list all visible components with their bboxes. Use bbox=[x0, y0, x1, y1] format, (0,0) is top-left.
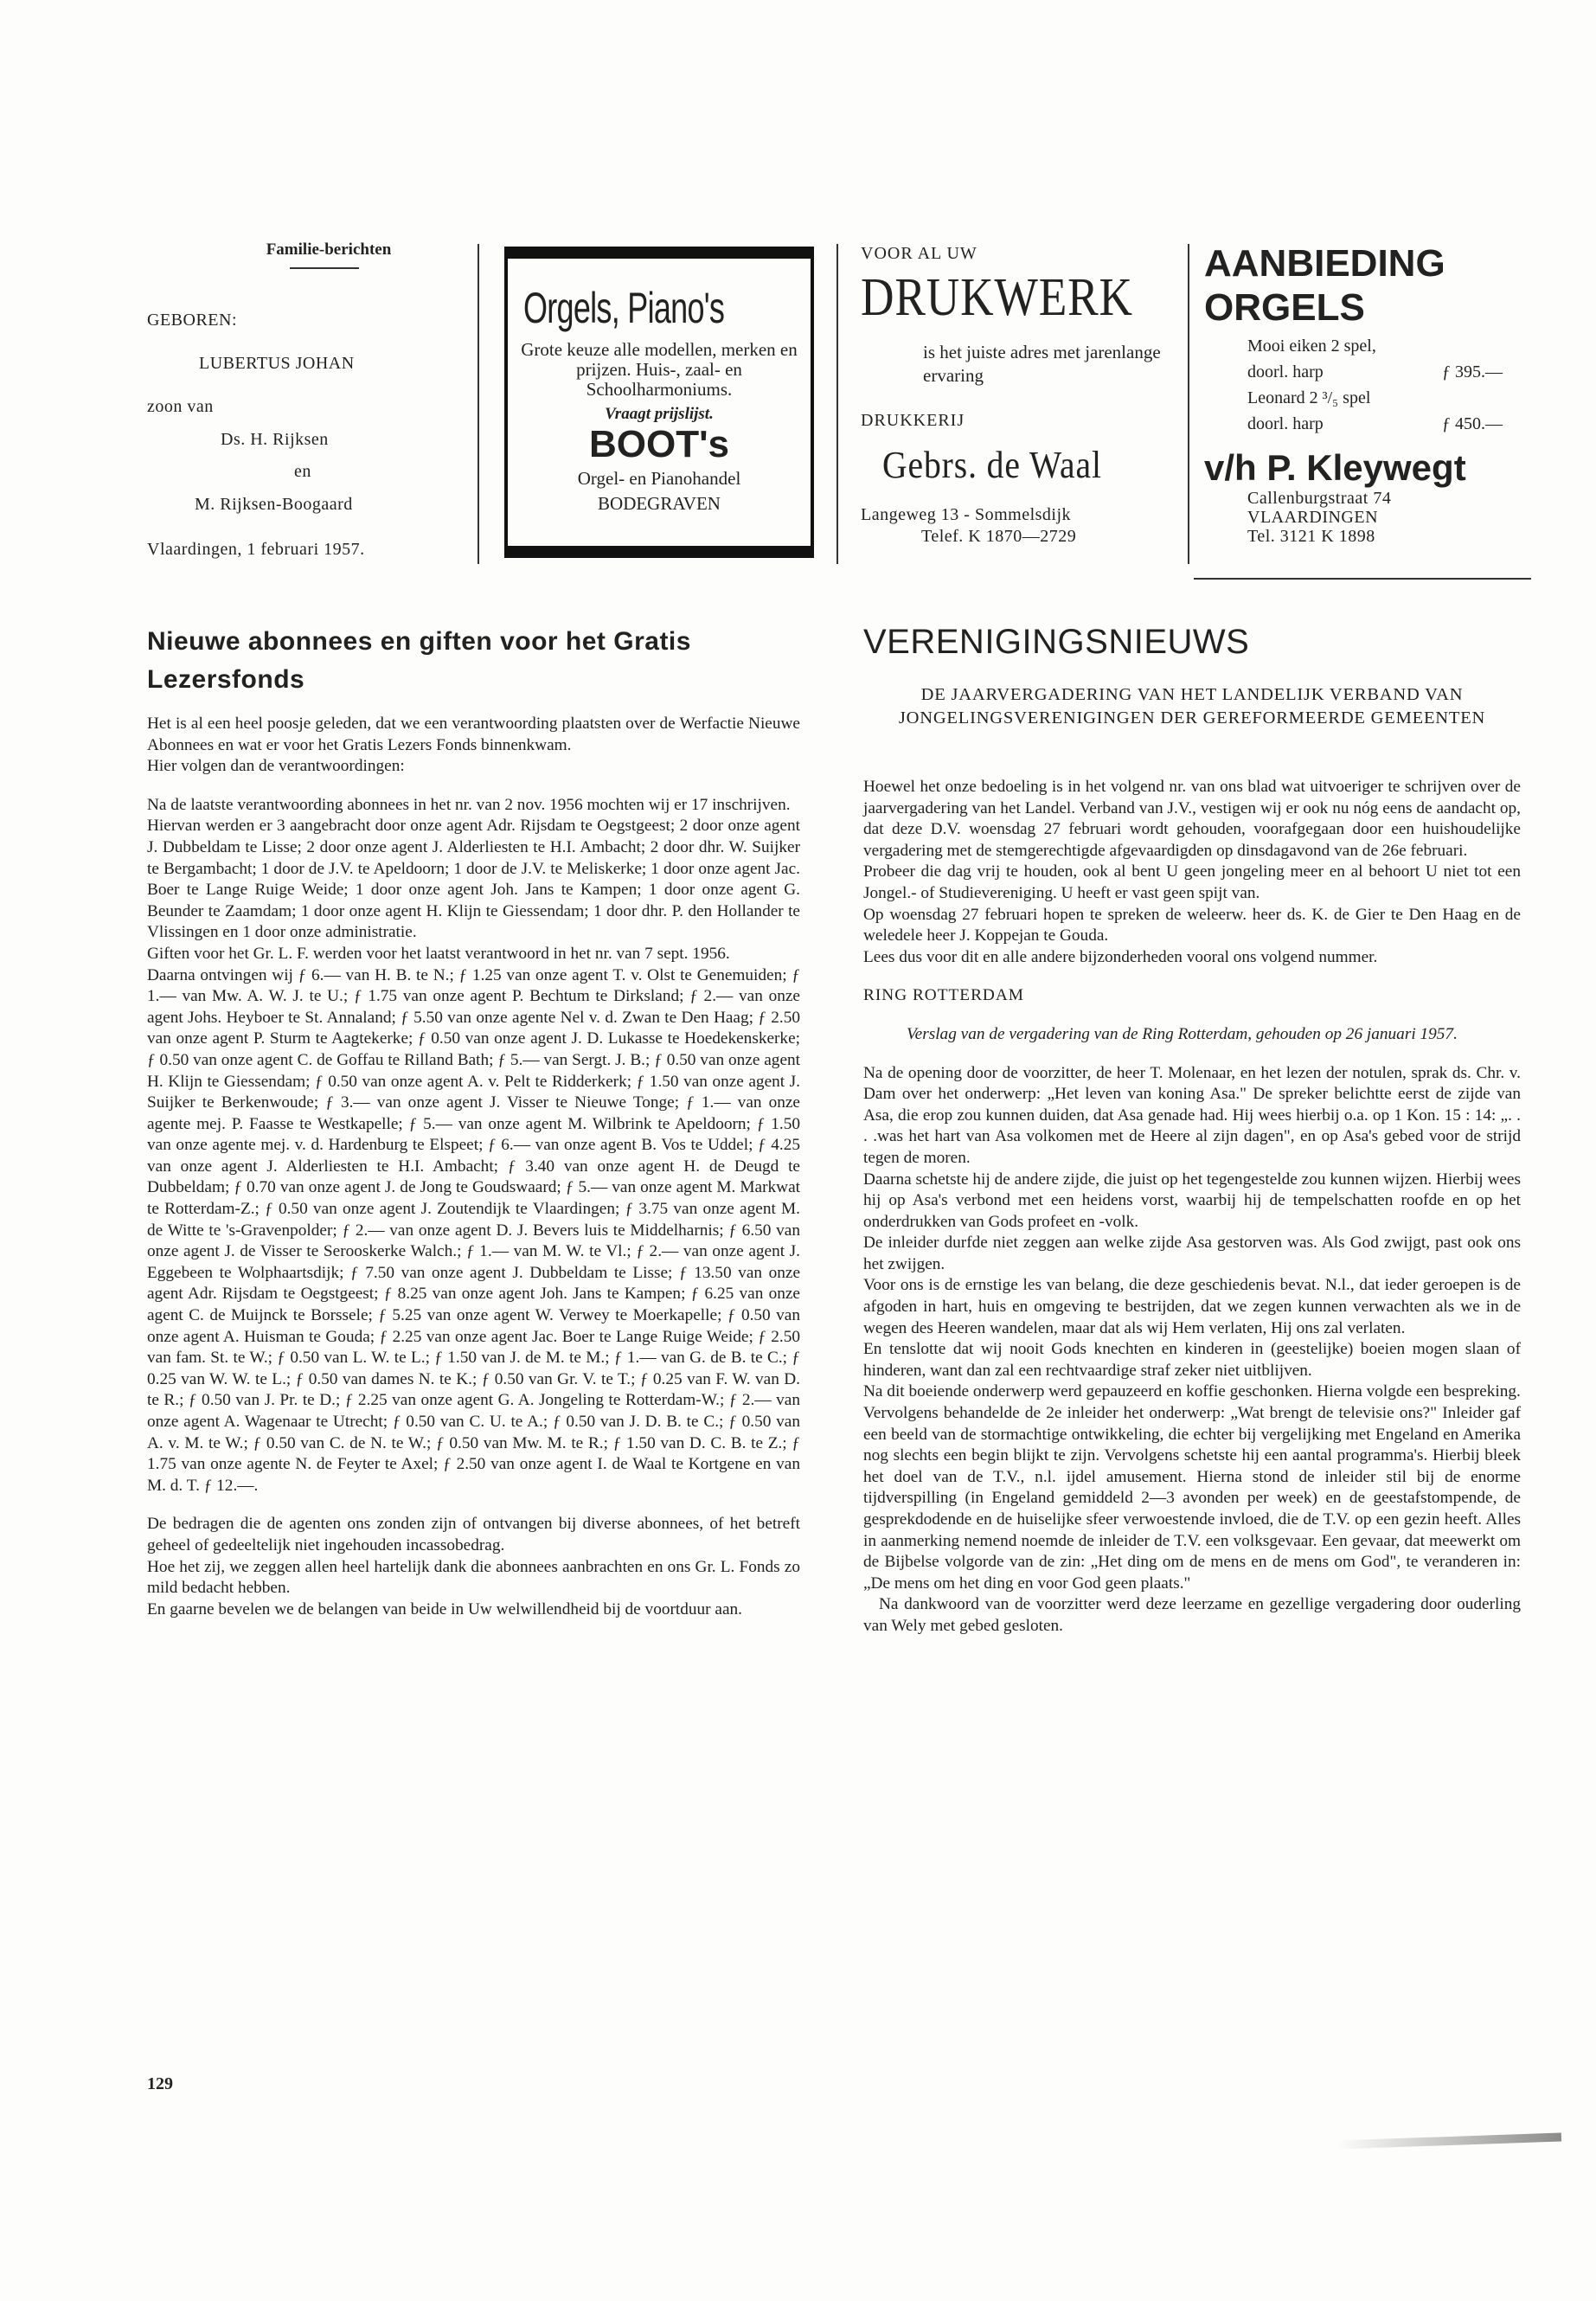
aanbieding-line2: ORGELS bbox=[1204, 285, 1365, 329]
aanbieding-price2: ƒ 450.— bbox=[1442, 414, 1503, 434]
orgels-pianos-ad bbox=[504, 247, 814, 558]
header-bottom-rule bbox=[1194, 578, 1531, 580]
familie-geboren: GEBOREN: bbox=[147, 311, 237, 330]
drukwerk-telef: Telef. K 1870—2729 bbox=[921, 526, 1077, 546]
drukwerk-address: Langeweg 13 - Sommelsdijk bbox=[861, 504, 1072, 524]
verslag-caption: Verslag van de vergadering van de Ring Rotterdam, gehouden op 26 januari 1957. bbox=[907, 1024, 1458, 1043]
drukwerk-top: VOOR AL UW bbox=[861, 244, 977, 263]
aanbieding-item1b bbox=[1247, 362, 1533, 388]
boots-sub1: Orgel- en Pianohandel bbox=[577, 468, 741, 490]
aanbieding-price1: ƒ 395.— bbox=[1442, 362, 1503, 382]
left-paragraph: Het is al een heel poosje geleden, dat we een verantwoording plaatsten over de Werfactie Nieuwe Abonnees en wat er voor het Gratis Lezers Fonds binnenkwam. bbox=[147, 715, 800, 754]
boots-brand: BOOT's bbox=[588, 423, 730, 466]
drukwerk-name: Gebrs. de Waal bbox=[882, 443, 1102, 486]
familie-mother: M. Rijksen-Boogaard bbox=[195, 495, 353, 514]
scan-smudge bbox=[1336, 2132, 1561, 2149]
aanbieding-item1b-text: doorl. harp bbox=[1247, 362, 1324, 382]
familie-place-date: Vlaardingen, 1 februari 1957. bbox=[147, 540, 365, 559]
familie-zoon-van: zoon van bbox=[147, 397, 214, 416]
right-article-title: VERENIGINGSNIEUWS bbox=[863, 623, 1250, 661]
right-paragraph: De inleider durfde niet zeggen aan welke zijde Asa gestorven was. Als God zwijgt, past ook ons het zwijgen. bbox=[863, 1234, 1521, 1273]
left-paragraph: De bedragen die de agenten ons zonden zijn of ontvangen bij diverse abonnees, of het betreft geheel of gedeeltelijk niet ingehouden incassobedrag. bbox=[147, 1515, 800, 1554]
right-article-body bbox=[863, 777, 1521, 1638]
right-paragraph: Op woensdag 27 februari hopen te spreken de weleerw. heer ds. K. de Gier te Den Haag en de weledele heer J. Koppejan te Gouda. bbox=[863, 905, 1521, 945]
aanbieding-item2a-text: Leonard 2 ³/₅ spel bbox=[1247, 388, 1371, 408]
right-paragraph: Daarna schetste hij de andere zijde, die juist op het tegengestelde zou kunnen wijzen. Hierbij wees hij op Asa's verbond met een heidens vorst, waarbij hij de tempelschatten roofde en op het onderdrukken van Gods profeet en -volk. bbox=[863, 1170, 1521, 1231]
kleywegt-name: v/h P. Kleywegt bbox=[1204, 447, 1466, 489]
aanbieding-orgels-ad bbox=[1204, 242, 1533, 546]
kleywegt-city: VLAARDINGEN bbox=[1247, 508, 1379, 528]
familie-berichten bbox=[147, 240, 450, 559]
familie-en: en bbox=[294, 462, 311, 481]
aanbieding-line1: AANBIEDING bbox=[1204, 242, 1445, 285]
drukwerk-ad bbox=[861, 244, 1176, 548]
aanbieding-item2a bbox=[1247, 388, 1533, 414]
orgels-title: Orgels, Piano's bbox=[523, 284, 725, 332]
aanbieding-item1a bbox=[1247, 336, 1533, 362]
right-paragraph: Na dankwoord van de voorzitter werd deze leerzame en gezellige vergadering door ouderling van Wely met gebed gesloten. bbox=[863, 1595, 1521, 1635]
right-paragraph: Na dit boeiende onderwerp werd gepauzeerd en koffie geschonken. Hierna volgde een bespreking. bbox=[863, 1382, 1521, 1401]
orgels-text: Grote keuze alle modellen, merken en prijzen. Huis-, zaal- en Schoolharmoniums. bbox=[521, 339, 798, 401]
drukwerk-big: DRUKWERK bbox=[861, 268, 1133, 327]
familie-father: Ds. H. Rijksen bbox=[221, 430, 329, 449]
page-number: 129 bbox=[147, 2074, 173, 2093]
right-paragraph: Vervolgens behandelde de 2e inleider het onderwerp: „Wat brengt de televisie ons?" Inleider gaf een beeld van de stormachtige ontwikkeling, die echter bij vergelijking met Engeland en Amerika nog slechts een begin blijkt te zijn. Vervolgens schetste hij een aantal programma's. Hierbij bleek het doel van de T.V., n.l. ijdel amusement. Hierna stond de inleider stil bij de enorme tijdverspilling (in Engeland gemiddeld 2—3 avonden per week) en de geestafstompende, de gesprekdodende en de huiselijke sfeer verwoestende invloed, die de T.V. op een gezin heeft. Alles in aanmerking nemend noemde de inleider de T.V. een volksgevaar. Een gevaar, dat meewerkt om de Bijbelse volgorde van de zin: „Het ding om de mens en de mens om God", te veranderen in: „De mens om het ding en voor God geen plaats." bbox=[863, 1404, 1521, 1593]
drukwerk-para: is het juiste adres met jarenlange ervaring bbox=[923, 342, 1161, 387]
left-paragraph: Hier volgen dan de verantwoordingen: bbox=[147, 757, 405, 776]
familie-heading-rule bbox=[290, 267, 359, 269]
right-paragraph: Probeer die dag vrij te houden, ook al bent U geen jongeling meer en al behoort U niet tot een Jongel.- of Studievereniging. U heeft er vast geen spijt van. bbox=[863, 862, 1521, 902]
right-paragraph: Voor ons is de ernstige les van belang, die deze geschiedenis bevat. N.l., dat ieder geroepen is de afgoden in hart, huis en omgeving te bestrijden, dat we zegen kunnen verwachten als we in de wegen des Heeren wandelen, maar dat als wij Hem verlaten, Hij ons zal verlaten. bbox=[863, 1276, 1521, 1337]
left-paragraph: Hoe het zij, we zeggen allen heel hartelijk dank die abonnees aanbrachten en ons Gr. L. Fonds zo mild bedacht hebben. bbox=[147, 1557, 800, 1598]
header-divider-1 bbox=[478, 244, 479, 564]
left-article-body bbox=[147, 714, 800, 1620]
header-divider-2 bbox=[836, 244, 838, 564]
kleywegt-street: Callenburgstraat 74 bbox=[1247, 489, 1392, 509]
familie-heading: Familie-berichten bbox=[266, 240, 392, 259]
left-paragraph: Giften voor het Gr. L. F. werden voor het laatst verantwoord in het nr. van 7 sept. 1956. bbox=[147, 944, 730, 963]
right-paragraph: Na de opening door de voorzitter, de heer T. Molenaar, en het lezen der notulen, sprak ds. Chr. v. Dam over het onderwerp: „Het leven van koning Asa." De spreker belichtte eerst de zijde van Asa, die erop zou kunnen duiden, dat Asa genade had. Hij wees hierbij o.a. op 1 Kon. 15 : 14: „. . . .was het hart van Asa volkomen met de Heere al zijn dagen", en op Asa's gebed voor de strijd tegen de moren. bbox=[863, 1063, 1521, 1167]
left-paragraph: Hiervan werden er 3 aangebracht door onze agent Adr. Rijsdam te Oegstgeest; 2 door onze agent J. Dubbeldam te Lisse; 2 door onze agent J. Alderliesten te H.I. Ambacht; 2 door dhr. W. Suijker te Bergambacht; 1 door de J.V. te Apeldoorn; 1 door de J.V. te Meliskerke; 1 door onze agent Jac. Boer te Lange Ruige Weide; 1 door onze agent Joh. Jans te Kampen; 1 door onze agent G. Beunder te Zaamdam; 1 door onze agent H. Klijn te Giessendam; 1 door dhr. P. den Hollander te Vlissingen en 1 door onze administratie. bbox=[147, 817, 800, 942]
boots-sub2: BODEGRAVEN bbox=[598, 493, 721, 515]
left-paragraph: En gaarne bevelen we de belangen van beide in Uw welwillendheid bij de voortduur aan. bbox=[147, 1599, 742, 1618]
right-article-subtitle: DE JAARVERGADERING VAN HET LANDELIJK VERBAND VAN JONGELINGSVERENIGINGEN DER GEREFORMEERDE GEMEENTEN bbox=[898, 685, 1486, 727]
right-paragraph: En tenslotte dat wij nooit Gods knechten en kinderen in (geestelijke) boeien mogen slaan of hinderen, want dan zal een rechtvaardige straf zeker niet uitblijven. bbox=[863, 1340, 1521, 1380]
ring-rotterdam-heading: RING ROTTERDAM bbox=[863, 986, 1024, 1005]
right-paragraph: Hoewel het onze bedoeling is in het volgend nr. van ons blad wat uitvoeriger te schrijven over de jaarvergadering van het Landel. Verband van J.V., vestigen wij er ook nu nóg eens de aandacht op, dat deze D.V. woensdag 27 februari wordt gehouden, voorafgegaan door een huishoudelijke vergadering met de stemgerechtigde afgevaardigden op dinsdagavond van de 26e februari. bbox=[863, 778, 1521, 860]
aanbieding-item1a-text: Mooi eiken 2 spel, bbox=[1247, 336, 1376, 356]
left-paragraph: Daarna ontvingen wij ƒ 6.— van H. B. te N.; ƒ 1.25 van onze agent T. v. Olst te Genemuiden; ƒ 1.— van Mw. A. W. J. te U.; ƒ 1.75 van onze agent P. Bechtum te Dirksland; ƒ 2.— van onze agent Johs. Heyboer te St. Annaland; ƒ 5.50 van onze agente Nel v. d. Zwan te Den Haag; ƒ 2.50 van onze agent P. Sturm te Aagtekerke; ƒ 0.50 van onze agent J. D. Lukasse te Hoedekenskerke; ƒ 0.50 van onze agent C. de Goffau te Rilland Bath; ƒ 5.— van Sergt. J. B.; ƒ 0.50 van onze agent H. Klijn te Giessendam; ƒ 0.50 van onze agent A. v. Pelt te Ridderkerk; ƒ 1.50 van onze agent J. Suijker te Berkenwoude; ƒ 3.— van onze agent J. Visser te Nieuwe Tonge; ƒ 1.— van onze agente mej. P. Faasse te Westkapelle; ƒ 5.— van onze agent M. Wilbrink te Apeldoorn; ƒ 1.50 van onze agente mej. v. d. Hardenburg te Elspeet; ƒ 6.— van onze agent B. Vos te Uddel; ƒ 4.25 van onze agent J. Alderliesten te H.I. Ambacht; ƒ 3.40 van onze agent H. de Deugd te Dubbeldam; ƒ 0.70 van onze agent J. de Jong te Goudswaard; ƒ 5.— van onze agent M. Markwat te Rotterdam-Z.; ƒ 0.50 van onze agent J. Zoutendijk te Vlaardingen; ƒ 3.75 van onze agent M. de Witte te 's-Gravenpolder; ƒ 2.— van onze agent D. J. Bevers luis te Middelharnis; ƒ 6.50 van onze agent J. de Visser te Serooskerke Walch.; ƒ 1.— van M. W. te Vl.; ƒ 2.— van onze agent J. Eggebeen te Wolphaartsdijk; ƒ 7.50 van onze agent J. Dubbeldam te Lisse; ƒ 13.50 van onze agent Adr. Rijsdam te Oegstgeest; ƒ 8.25 van onze agent Joh. Jans te Kampen; ƒ 6.25 van onze agent C. de Muijnck te Borssele; ƒ 5.25 van onze agent W. Verwey te Moerkapelle; ƒ 0.50 van onze agent A. Huisman te Gouda; ƒ 2.25 van onze agent Jac. Boer te Lange Ruige Weide; ƒ 2.50 van fam. St. te W.; ƒ 0.50 van L. W. te L.; ƒ 1.50 van J. de M. te M.; ƒ 1.— van G. de B. te C.; ƒ 0.25 van W. W. te L.; ƒ 0.50 van dames N. te K.; ƒ 0.50 van Gr. V. te T.; ƒ 0.25 van F. W. van D. te R.; ƒ 0.50 van J. Pr. te D.; ƒ 2.25 van onze agent G. A. Jongeling te Rotterdam-W.; ƒ 2.— van onze agent A. Wagenaar te Utrecht; ƒ 0.50 van C. U. te A.; ƒ 0.50 van J. D. B. te C.; ƒ 0.50 van A. v. M. te W.; ƒ 0.50 van C. de N. te W.; ƒ 0.50 van Mw. M. te R.; ƒ 1.50 van D. C. B. te Z.; ƒ 1.75 van onze agente N. de Feyter te Axel; ƒ 2.50 van onze agent I. de Waal te Kortgene en van M. d. T. ƒ 12.—. bbox=[147, 965, 800, 1495]
familie-name: LUBERTUS JOHAN bbox=[199, 354, 355, 373]
orgels-vraagt: Vraagt prijslijst. bbox=[605, 405, 714, 424]
header-divider-3 bbox=[1188, 244, 1189, 564]
drukwerk-drukkerij: DRUKKERIJ bbox=[861, 410, 965, 430]
aanbieding-item2b-text: doorl. harp bbox=[1247, 414, 1324, 434]
left-article-title: Nieuwe abonnees en giften voor het Gratis Lezersfonds bbox=[147, 627, 691, 694]
left-paragraph: Na de laatste verantwoording abonnees in het nr. van 2 nov. 1956 mochten wij er 17 inschrijven. bbox=[147, 795, 791, 814]
aanbieding-item2b bbox=[1247, 414, 1533, 440]
kleywegt-tel: Tel. 3121 K 1898 bbox=[1247, 527, 1375, 547]
right-paragraph: Lees dus voor dit en alle andere bijzonderheden vooral ons volgend nummer. bbox=[863, 947, 1378, 966]
